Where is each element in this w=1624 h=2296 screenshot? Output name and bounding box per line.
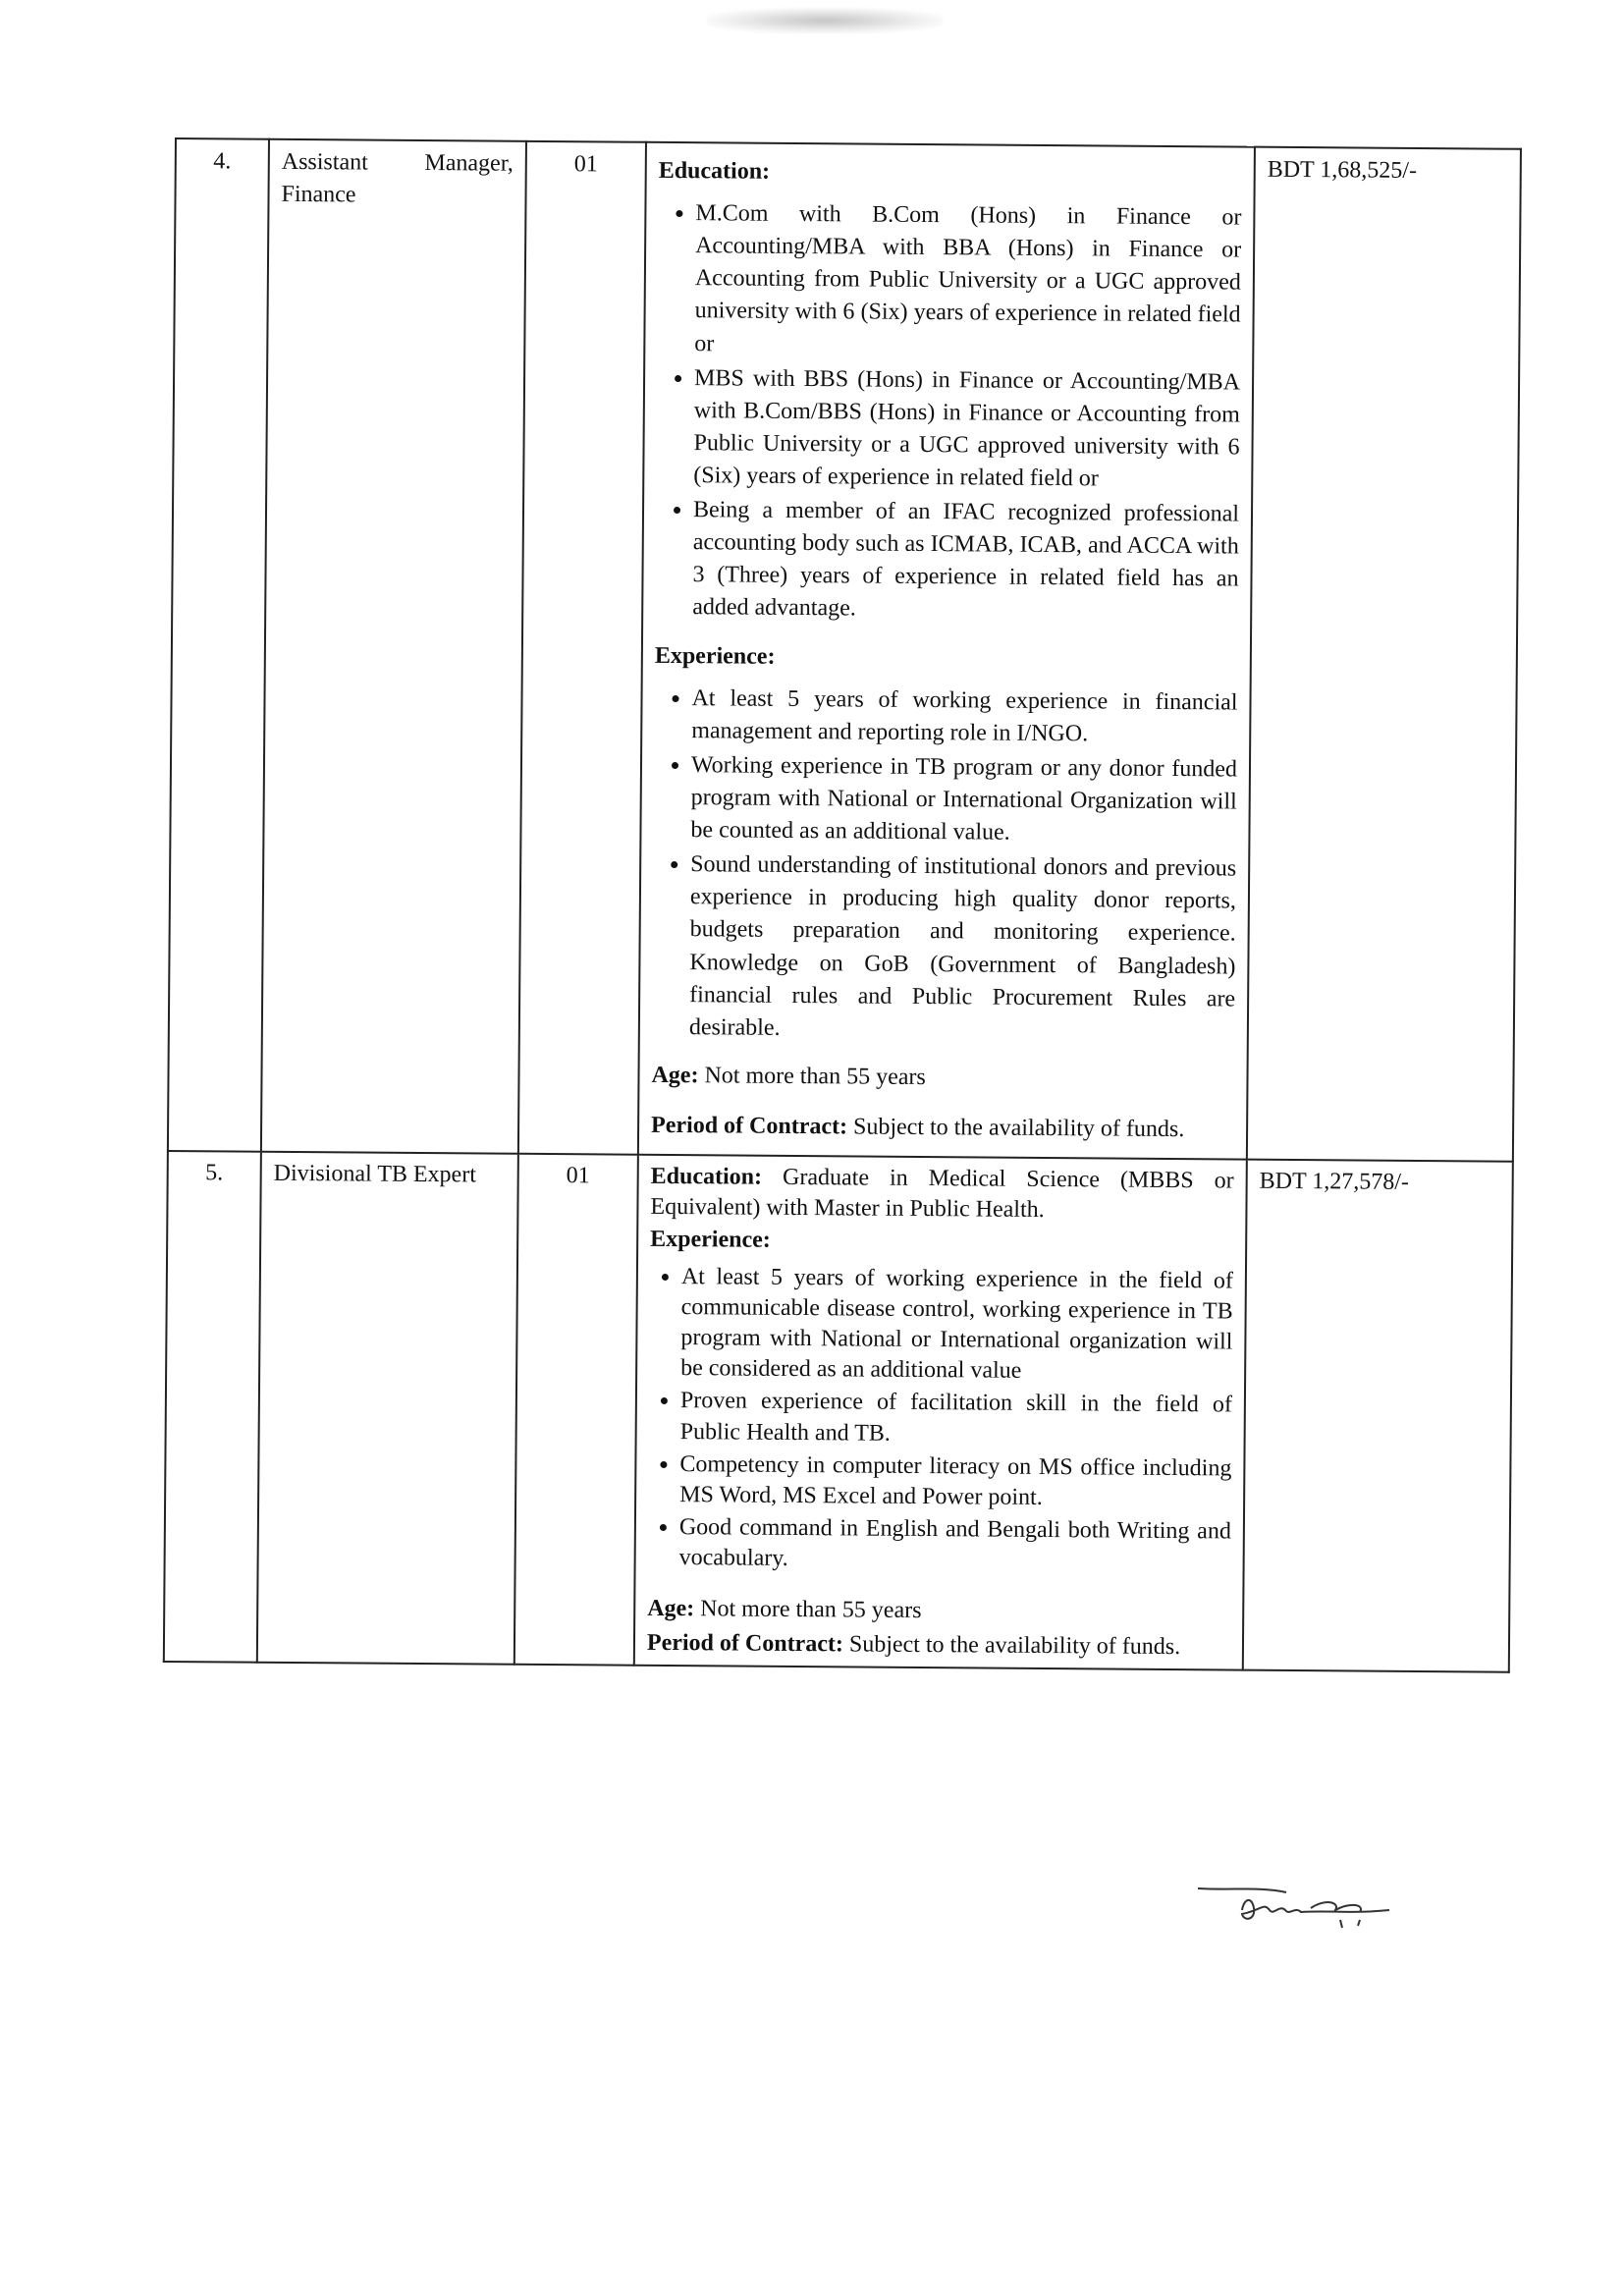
contract-label: Period of Contract:	[651, 1112, 848, 1140]
signature-mark	[1193, 1881, 1448, 1949]
contract-line	[651, 1110, 1234, 1147]
contract-value: Subject to the availability of funds.	[842, 1631, 1181, 1660]
age-line	[647, 1593, 1230, 1628]
scan-smudge	[707, 8, 943, 33]
list-item: • At least 5 years of working experience in financial management and reporting role in I/NGO.	[691, 683, 1238, 752]
number-of-posts: 01	[514, 1154, 638, 1666]
education-text: Graduate in Medical Science (MBBS or Equivalent) with Master in Public Health.	[650, 1164, 1234, 1224]
education-heading: Education:	[658, 157, 771, 185]
contract-label: Period of Contract:	[646, 1629, 844, 1658]
list-item: • Being a member of an IFAC recognized professional accounting body such as ICMAB, ICAB, and ACCA with 3 (Three) years of experience in related field has an added advantage.	[692, 494, 1239, 629]
requirements-cell	[634, 1155, 1247, 1670]
table-row	[164, 1151, 1513, 1672]
list-item: • Sound understanding of institutional donors and previous experience in producing high quality donor reports, budgets preparation and monitoring experience. Knowledge on GoB (Government of Bangladesh) financial rules and Public Procurement Rules are desirable.	[689, 848, 1237, 1048]
list-item: • MBS with BBS (Hons) in Finance or Accounting/MBA with B.Com/BBS (Hons) in Finance or Accounting from Public University or a UGC approved university with 6 (Six) years of experience in related field or	[693, 362, 1240, 497]
serial-number: 4.	[168, 138, 269, 1152]
salary: BDT 1,68,525/-	[1247, 147, 1521, 1162]
experience-heading: Experience:	[654, 642, 776, 670]
table-row	[168, 138, 1521, 1162]
list-item: • Good command in English and Bengali both Writing and vocabulary.	[679, 1512, 1231, 1578]
age-label: Age:	[647, 1595, 695, 1621]
education-line	[650, 1162, 1233, 1228]
list-item: • M.Com with B.Com (Hons) in Finance or Accounting/MBA with BBA (Hons) in Finance or Accounting from Public University or a UGC approved university with 6 (Six) years of experience in related field or	[694, 197, 1241, 364]
experience-list	[648, 1261, 1233, 1578]
salary: BDT 1,27,578/-	[1243, 1160, 1513, 1672]
list-item: • At least 5 years of working experience in the field of communicable disease control, working experience in TB program with National or International organization will be considered as an additional value	[680, 1262, 1233, 1389]
contract-value: Subject to the availability of funds.	[846, 1114, 1185, 1143]
document-page	[163, 137, 1520, 1673]
number-of-posts: 01	[518, 141, 646, 1155]
post-name: Assistant Manager, Finance	[261, 139, 526, 1154]
age-value: Not more than 55 years	[698, 1063, 926, 1090]
education-heading: Education:	[650, 1163, 763, 1190]
experience-list	[652, 682, 1238, 1048]
post-name: Divisional TB Expert	[257, 1152, 518, 1665]
requirements-cell	[638, 142, 1255, 1160]
contract-line	[647, 1628, 1230, 1664]
experience-heading: Experience:	[650, 1227, 771, 1254]
list-item: • Proven experience of facilitation skill in the field of Public Health and TB.	[680, 1386, 1232, 1451]
education-list	[655, 197, 1241, 629]
age-value: Not more than 55 years	[694, 1595, 922, 1623]
age-line	[651, 1060, 1234, 1097]
list-item: • Working experience in TB program or any donor funded program with National or International Organization will be counted as an additional value.	[690, 749, 1237, 851]
serial-number: 5.	[164, 1151, 261, 1663]
list-item: • Competency in computer literacy on MS office including MS Word, MS Excel and Power point.	[679, 1449, 1231, 1515]
age-label: Age:	[651, 1062, 699, 1089]
job-requirements-table	[163, 137, 1522, 1673]
